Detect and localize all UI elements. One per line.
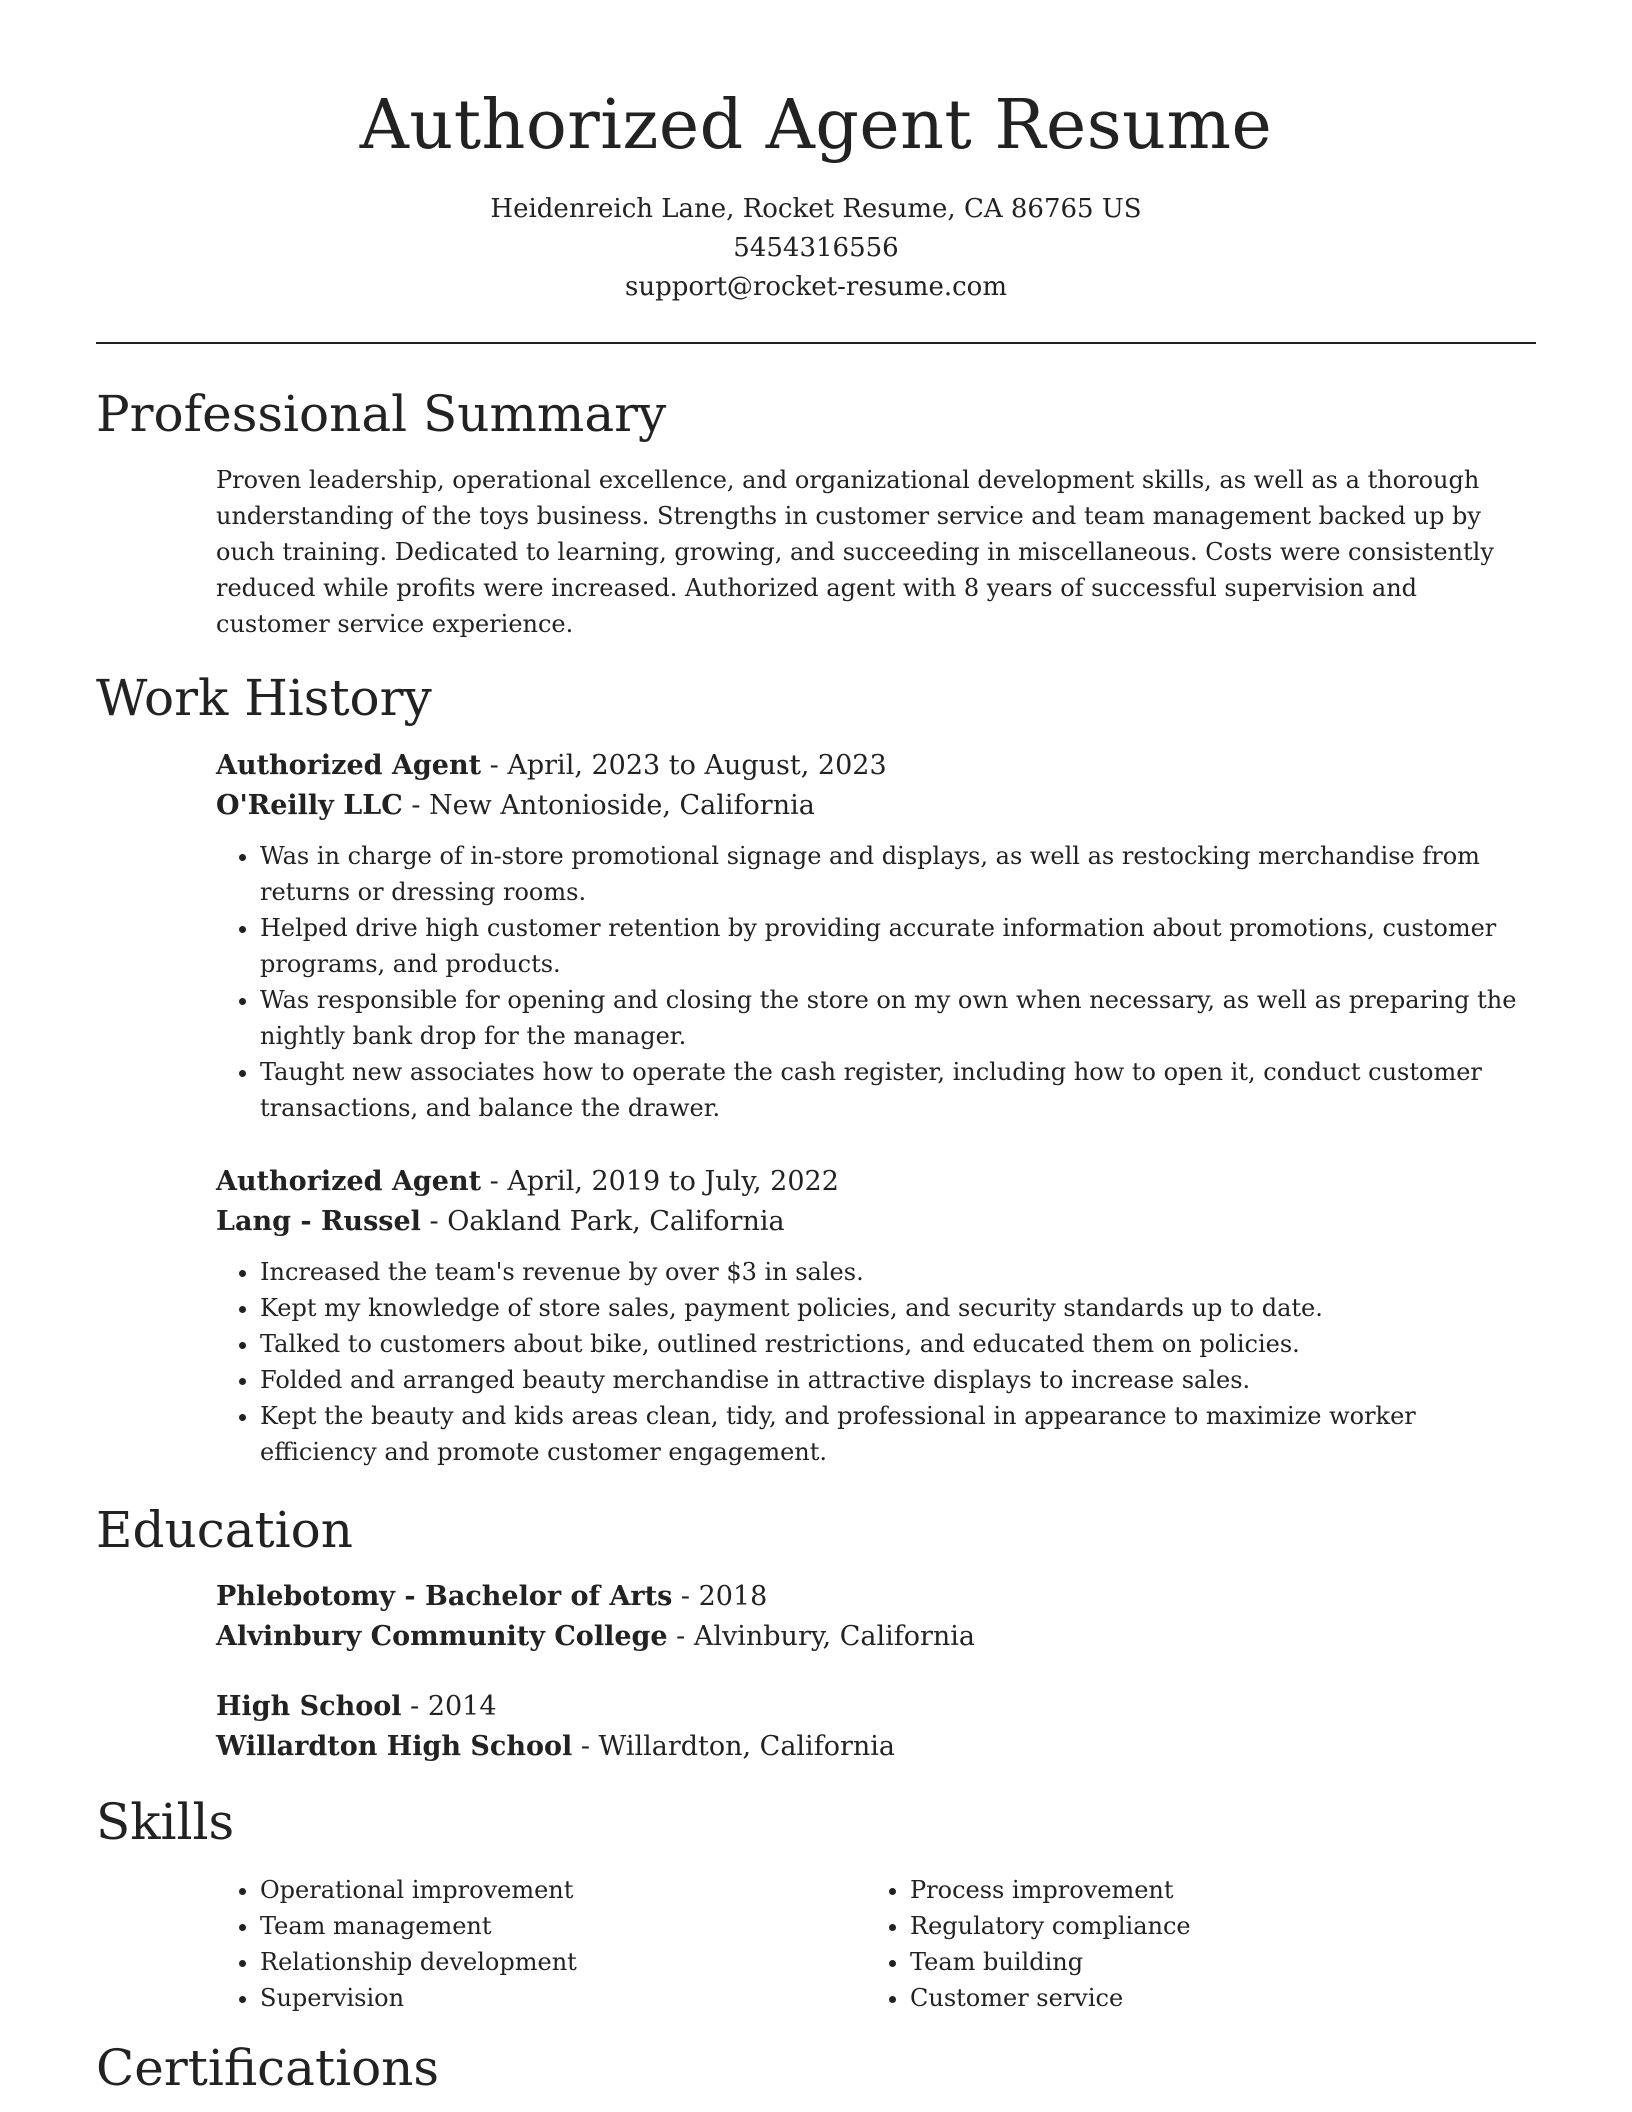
education-location: - Alvinbury, California bbox=[667, 1621, 975, 1652]
job-title: Authorized Agent bbox=[216, 750, 482, 781]
skill-item: • Operational improvement bbox=[260, 1872, 856, 1908]
job-location: - Oakland Park, California bbox=[420, 1206, 785, 1237]
job-company: Lang - Russel bbox=[216, 1206, 421, 1237]
summary-section bbox=[216, 462, 1536, 642]
contact-block bbox=[96, 190, 1536, 307]
job-bullets bbox=[216, 1254, 1536, 1470]
education-school-line bbox=[216, 1617, 1536, 1657]
job-bullet: • Kept the beauty and kids areas clean, tidy, and professional in appearance to maximize worker efficiency and promote customer engagement. bbox=[260, 1398, 1536, 1470]
summary-text: Proven leadership, operational excellence, and organizational development skills, as well as a thorough understanding of the toys business. Strengths in customer service and team management backed up by ouch training. Dedicated to learning, growing, and succeeding in miscellaneous. Costs were consistently reduced while profits were increased. Authorized agent with 8 years of successful supervision and customer service experience. bbox=[216, 466, 1494, 638]
job-bullet: • Taught new associates how to operate the cash register, including how to open it, conduct customer transactions, and balance the drawer. bbox=[260, 1054, 1536, 1126]
skill-item: • Team building bbox=[910, 1944, 1506, 1980]
job-title: Authorized Agent bbox=[216, 1166, 482, 1197]
job-location: - New Antonioside, California bbox=[402, 790, 815, 821]
job-title-line bbox=[216, 1162, 1536, 1202]
job-bullet: • Kept my knowledge of store sales, payment policies, and security standards up to date. bbox=[260, 1290, 1536, 1326]
education-school: Alvinbury Community College bbox=[216, 1621, 668, 1652]
job-dates: - April, 2023 to August, 2023 bbox=[481, 750, 887, 781]
skills-list bbox=[216, 1872, 856, 2016]
job-bullet: • Talked to customers about bike, outlined restrictions, and educated them on policies. bbox=[260, 1326, 1536, 1362]
education-degree-line bbox=[216, 1577, 1536, 1617]
skill-item: • Relationship development bbox=[260, 1944, 856, 1980]
summary-heading: Professional Summary bbox=[96, 385, 667, 443]
skill-item: • Team management bbox=[260, 1908, 856, 1944]
certifications-heading: Certifications bbox=[96, 2039, 440, 2097]
skills-heading: Skills bbox=[96, 1793, 235, 1851]
contact-email: support@rocket-resume.com bbox=[624, 272, 1007, 302]
skill-item: • Supervision bbox=[260, 1980, 856, 2016]
header-divider bbox=[96, 342, 1536, 344]
job-bullet: • Folded and arranged beauty merchandise in attractive displays to increase sales. bbox=[260, 1362, 1536, 1398]
job-company-line bbox=[216, 1202, 1536, 1242]
job-bullet: • Helped drive high customer retention by providing accurate information about promotions, customer programs, and products. bbox=[260, 910, 1536, 982]
job-bullet: • Was responsible for opening and closing the store on my own when necessary, as well as preparing the nightly bank drop for the manager. bbox=[260, 982, 1536, 1054]
resume-title: Authorized Agent Resume bbox=[359, 86, 1273, 165]
job-title-line bbox=[216, 746, 1536, 786]
skill-item: • Customer service bbox=[910, 1980, 1506, 2016]
education-degree: High School bbox=[216, 1691, 402, 1722]
skills-column-right bbox=[866, 1872, 1506, 2016]
job-bullet: • Increased the team's revenue by over $3 in sales. bbox=[260, 1254, 1536, 1290]
job-bullets bbox=[216, 838, 1536, 1126]
education-year: - 2014 bbox=[401, 1691, 497, 1722]
education-school: Willardton High School bbox=[216, 1731, 573, 1762]
education-location: - Willardton, California bbox=[572, 1731, 895, 1762]
job-entry bbox=[216, 1162, 1536, 1470]
skill-item: • Regulatory compliance bbox=[910, 1908, 1506, 1944]
education-year: - 2018 bbox=[672, 1581, 768, 1612]
job-bullet: • Was in charge of in-store promotional signage and displays, as well as restocking merchandise from returns or dressing rooms. bbox=[260, 838, 1536, 910]
contact-address: Heidenreich Lane, Rocket Resume, CA 86765 US bbox=[490, 194, 1142, 224]
skill-item: • Process improvement bbox=[910, 1872, 1506, 1908]
job-entry bbox=[216, 746, 1536, 1126]
contact-phone: 5454316556 bbox=[733, 233, 899, 263]
skills-column-left bbox=[216, 1872, 856, 2016]
skills-list bbox=[866, 1872, 1506, 2016]
education-school-line bbox=[216, 1727, 1536, 1767]
education-entry bbox=[216, 1687, 1536, 1767]
work-history-heading: Work History bbox=[96, 669, 432, 727]
education-degree-line bbox=[216, 1687, 1536, 1727]
job-company-line bbox=[216, 786, 1536, 826]
education-entry bbox=[216, 1577, 1536, 1657]
resume-header bbox=[96, 84, 1536, 307]
job-dates: - April, 2019 to July, 2022 bbox=[481, 1166, 839, 1197]
education-degree: Phlebotomy - Bachelor of Arts bbox=[216, 1581, 673, 1612]
job-company: O'Reilly LLC bbox=[216, 790, 403, 821]
education-heading: Education bbox=[96, 1501, 353, 1559]
